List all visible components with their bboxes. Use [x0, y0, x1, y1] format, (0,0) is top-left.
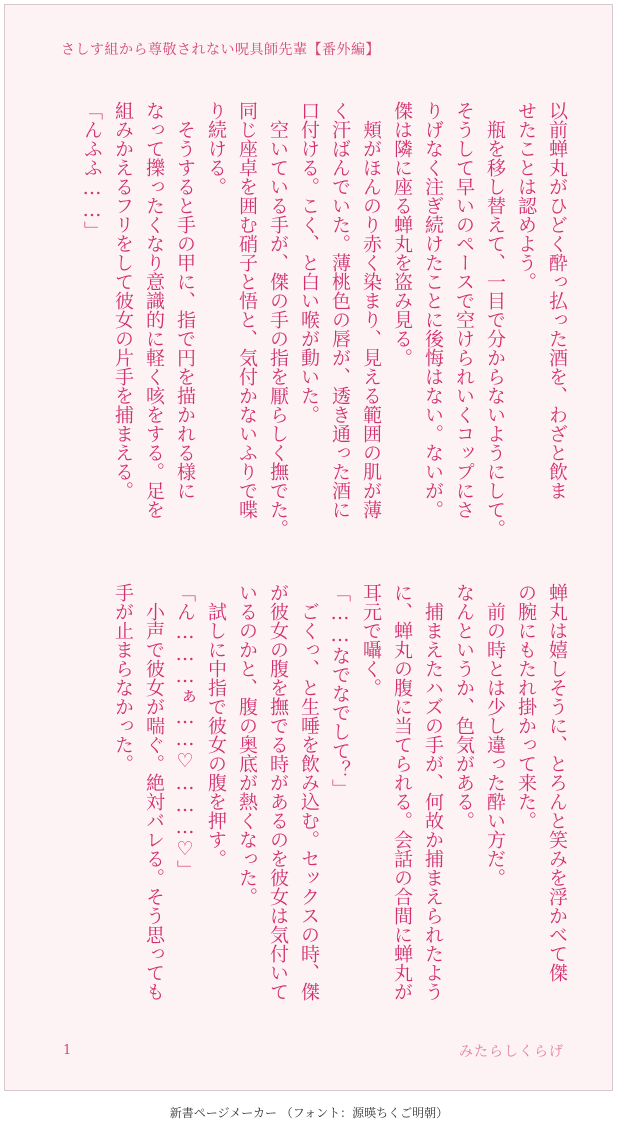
text-line: なんというか、色気がある。 — [453, 583, 475, 830]
author-name: みたらしくらげ — [459, 1044, 564, 1060]
text-line: の腕にもたれ掛かって来た。 — [515, 583, 537, 830]
text-line: そうして早いのペースで空けられいくコップにさ — [453, 101, 475, 519]
text-line: 同じ座卓を囲む硝子と悟と、気付かないふりで喋 — [236, 101, 258, 519]
text-line: いるのかと、腹の奥底が熱くなった。 — [236, 583, 258, 906]
text-line: く汗ばんでいた。薄桃色の唇が、透き通った酒に — [329, 101, 351, 519]
generator-credit: 新書ページメーカー （フォント：源暎ちくご明朝） — [169, 1106, 449, 1120]
text-line: 前の時とは少し違った酔い方だ。 — [484, 583, 506, 887]
text-line: りげなく注ぎ続けたことに後悔はない。ないが。 — [422, 101, 444, 519]
text-line: 手が止まらなかった。 — [112, 583, 134, 773]
text-line: り続ける。 — [205, 101, 227, 196]
text-line: 試しに中指で彼女の腹を押す。 — [205, 583, 227, 868]
text-line: 組みかえるフリをして彼女の片手を捕まえる。 — [112, 101, 134, 500]
text-line: 捕まえたハズの手が、何故か捕まえられたよう — [422, 583, 444, 1001]
text-line: せたことは認めよう。 — [515, 101, 537, 291]
text-line: 小声で彼女が喘ぐ。絶対バレる。そう思っても — [143, 583, 165, 1001]
text-line: 耳元で囁く。 — [360, 583, 382, 697]
text-line: に、蝉丸の腹に当てられる。会話の合間に蝉丸が — [391, 583, 413, 1001]
text-line: 頬がほんのり赤く染まり、見える範囲の肌が薄 — [360, 101, 382, 519]
text-line: なって擽ったくなり意識的に軽く咳をする。足を — [143, 101, 165, 519]
text-line: 「……なでなでして？」 — [329, 583, 351, 798]
text-line: 蝉丸は嬉しそうに、とろんと笑みを浮かべて傑 — [546, 583, 568, 982]
text-line: 傑は隣に座る蝉丸を盗み見る。 — [391, 101, 413, 367]
text-line: が彼女の腹を撫でる時があるのを彼女は気付いて — [267, 583, 289, 1001]
text-line: 口付ける。こく、と白い喉が動いた。 — [298, 101, 320, 424]
text-line: 瓶を移し替えて、一目で分からないようにして。 — [484, 101, 506, 538]
text-line: 空いている手が、傑の手の指を厭らしく撫でた。 — [267, 101, 289, 538]
text-line: 以前蝉丸がひどく酔っ払った酒を、わざと飲ま — [546, 101, 568, 500]
text-line: ごくっ、と生唾を飲み込む。セックスの時、傑 — [298, 583, 320, 1001]
text-block-upper — [76, 101, 572, 541]
text-line: そうすると手の甲に、指で円を描かれる様に — [174, 101, 196, 500]
text-block-lower — [107, 583, 572, 1023]
book-page — [4, 4, 613, 1091]
text-line: 「んふふ……」 — [81, 101, 103, 240]
page-number: 1 — [63, 1043, 72, 1058]
page-header-title: さしす組から尊敬されない呪具師先輩【番外編】 — [61, 42, 380, 58]
text-line: 「ん………ぁ……♡………♡」 — [174, 583, 196, 879]
